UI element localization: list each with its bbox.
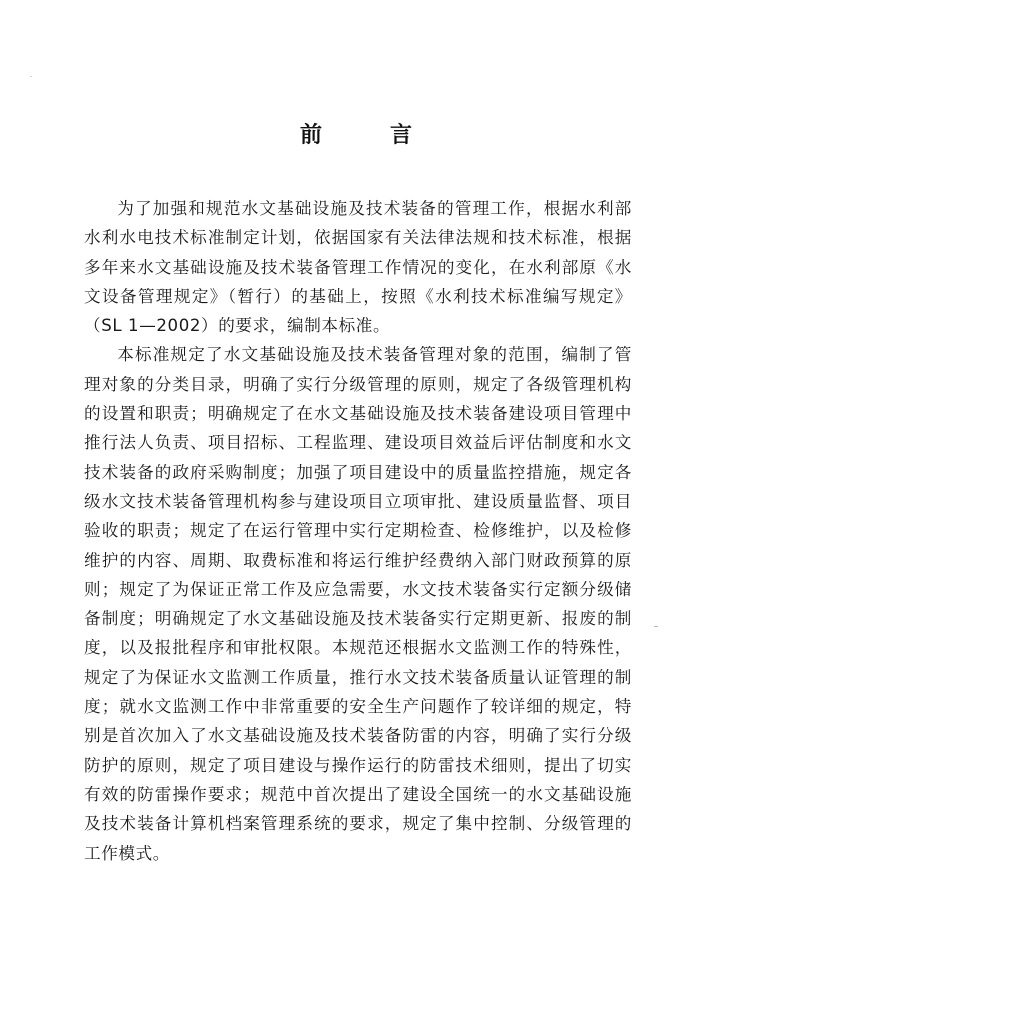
paragraph-1: 为了加强和规范水文基础设施及技术装备的管理工作，根据水利部水利水电技术标准制定计划，依据国家有关法律法规和技术标准，根据多年来水文基础设施及技术装备管理工作情况的变化，在水利部原《水文设备管理规定》（暂行）的基础上，按照《水利技术标准编写规定》（SL 1—2002）的要求，编制本标准。: [84, 199, 632, 336]
page-title: [300, 118, 412, 149]
body-text: [84, 194, 632, 868]
title-char-1: 前: [300, 123, 323, 148]
scan-speck: [654, 626, 658, 627]
title-char-2: 言: [389, 123, 412, 148]
scan-speck: [30, 76, 32, 77]
paragraph-2: 本标准规定了水文基础设施及技术装备管理对象的范围，编制了管理对象的分类目录，明确了实行分级管理的原则，规定了各级管理机构的设置和职责；明确规定了在水文基础设施及技术装备建设项目管理中推行法人负责、项目招标、工程监理、建设项目效益后评估制度和水文技术装备的政府采购制度；加强了项目建设中的质量监控措施，规定各级水文技术装备管理机构参与建设项目立项审批、建设质量监督、项目验收的职责；规定了在运行管理中实行定期检查、检修维护，以及检修维护的内容、周期、取费标准和将运行维护经费纳入部门财政预算的原则；规定了为保证正常工作及应急需要，水文技术装备实行定额分级储备制度；明确规定了水文基础设施及技术装备实行定期更新、报废的制度，以及报批程序和审批权限。本规范还根据水文监测工作的特殊性，规定了为保证水文监测工作质量，推行水文技术装备质量认证管理的制度；就水文监测工作中非常重要的安全生产问题作了较详细的规定，特别是首次加入了水文基础设施及技术装备防雷的内容，明确了实行分级防护的原则，规定了项目建设与操作运行的防雷技术细则，提出了切实有效的防雷操作要求；规范中首次提出了建设全国统一的水文基础设施及技术装备计算机档案管理系统的要求，规定了集中控制、分级管理的工作模式。: [84, 345, 632, 863]
